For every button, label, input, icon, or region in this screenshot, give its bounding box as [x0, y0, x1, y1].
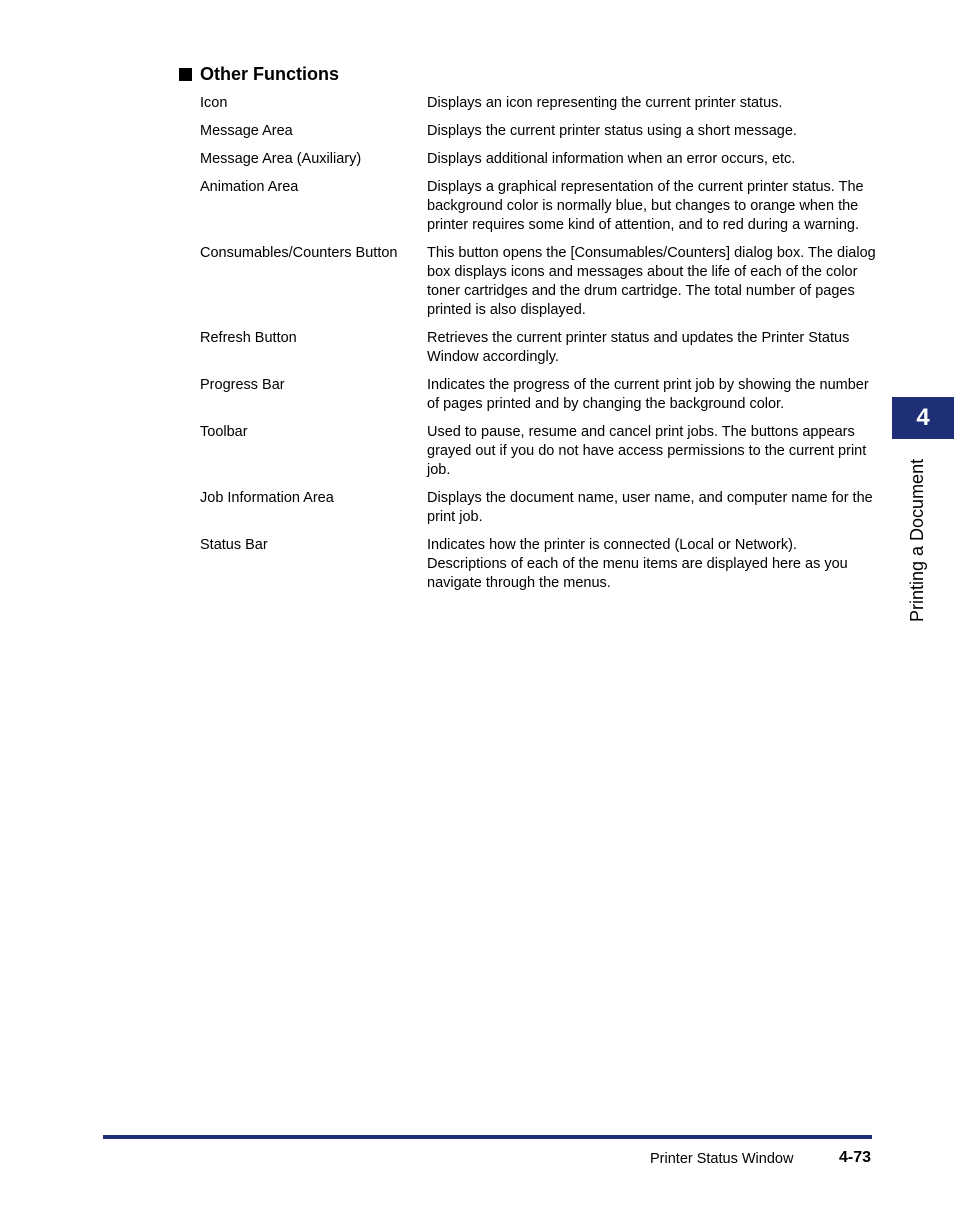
function-description: Displays the document name, user name, and computer name for the print job. [427, 490, 873, 525]
table-row [200, 94, 880, 113]
table-row [200, 329, 880, 367]
chapter-number-tab: 4 [892, 397, 954, 439]
heading-square-icon [179, 68, 192, 81]
function-description: This button opens the [Consumables/Counters] dialog box. The dialog box displays icons and messages about the life of each of the color toner cartridges and the drum cartridge. The total number of pages printed is also displayed. [427, 245, 876, 318]
footer-section-title: Printer Status Window [650, 1151, 794, 1167]
functions-table [200, 94, 880, 602]
function-description: Displays additional information when an error occurs, etc. [427, 151, 796, 167]
table-row [200, 178, 880, 235]
table-row [200, 536, 880, 593]
function-term: Toolbar [200, 424, 248, 440]
function-description: Retrieves the current printer status and updates the Printer Status Window accordingly. [427, 330, 850, 365]
table-row [200, 423, 880, 480]
heading-text: Other Functions [200, 64, 339, 84]
table-row [200, 150, 880, 169]
chapter-title: Printing a Document [907, 458, 927, 622]
function-term: Job Information Area [200, 490, 334, 506]
table-row [200, 244, 880, 320]
function-term: Progress Bar [200, 377, 285, 393]
table-row [200, 489, 880, 527]
function-term: Message Area [200, 123, 293, 139]
function-description: Displays an icon representing the current printer status. [427, 95, 783, 111]
table-row [200, 122, 880, 141]
footer-divider [103, 1135, 872, 1139]
function-description: Displays the current printer status using a short message. [427, 123, 797, 139]
section-heading [179, 63, 339, 85]
page-number: 4-73 [839, 1149, 872, 1166]
function-term: Animation Area [200, 179, 299, 195]
function-term: Icon [200, 95, 228, 111]
function-term: Status Bar [200, 537, 268, 553]
function-term: Consumables/Counters Button [200, 245, 398, 261]
table-row [200, 376, 880, 414]
function-description: Displays a graphical representation of the current printer status. The background color is normally blue, but changes to orange when the printer requires some kind of attention, and to red during a warning. [427, 179, 864, 233]
function-description: Indicates the progress of the current print job by showing the number of pages printed and by changing the background color. [427, 377, 869, 412]
function-description: Indicates how the printer is connected (Local or Network). Descriptions of each of the menu items are displayed here as you navigate through the menus. [427, 537, 848, 591]
function-term: Message Area (Auxiliary) [200, 151, 362, 167]
function-term: Refresh Button [200, 330, 297, 346]
function-description: Used to pause, resume and cancel print jobs. The buttons appears grayed out if you do not have access permissions to the current print job. [427, 424, 867, 478]
